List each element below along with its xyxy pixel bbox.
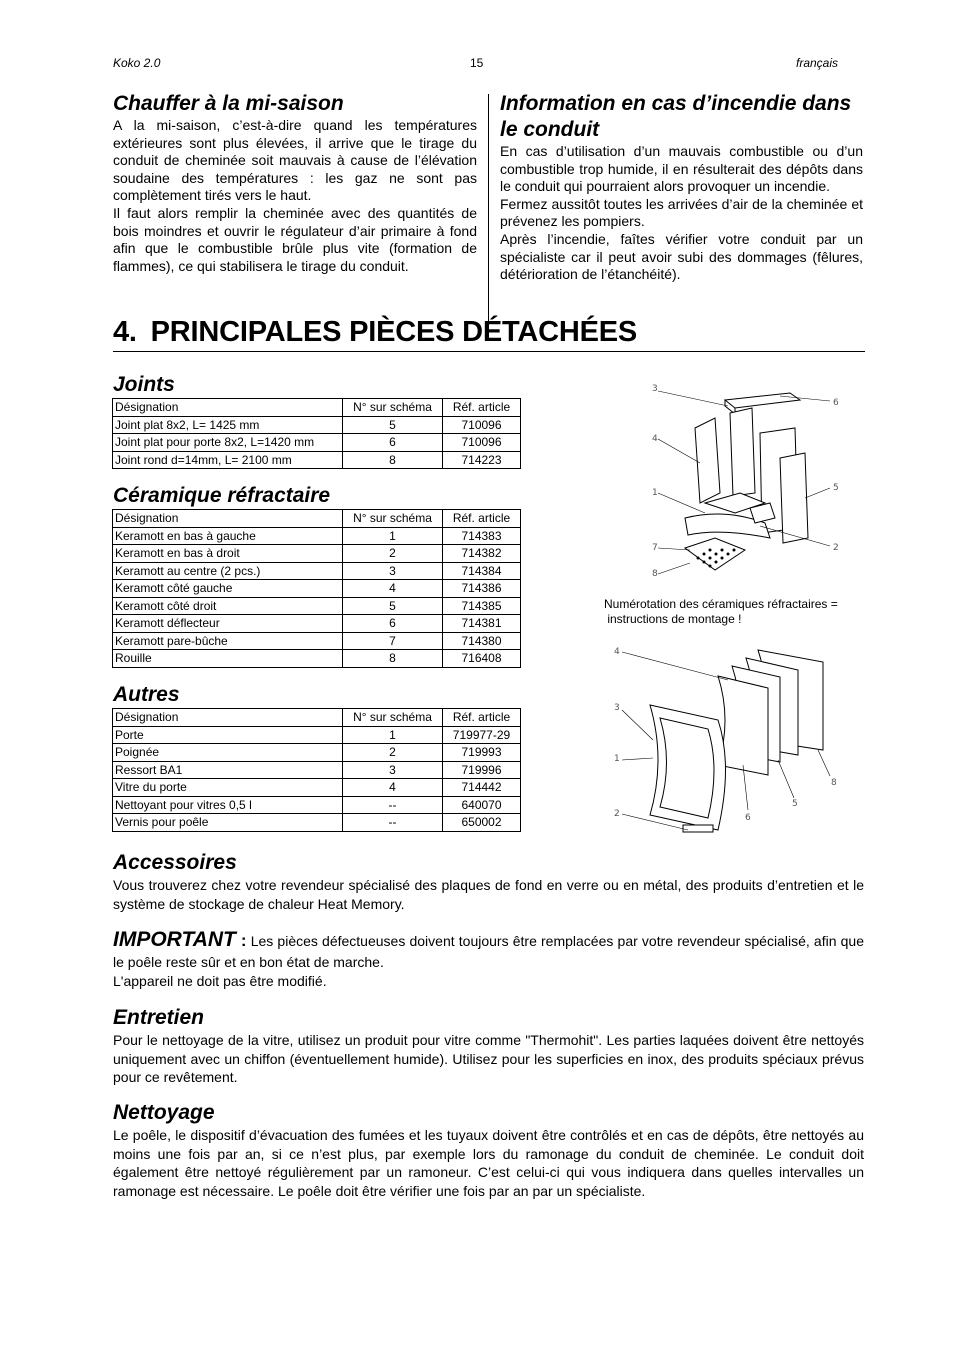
- diagram-label: 3: [614, 703, 620, 713]
- table-row: [113, 744, 521, 762]
- autres-table: [112, 708, 521, 832]
- table-header-cell: Désignation: [113, 399, 343, 417]
- diagram-label: 2: [833, 543, 839, 553]
- table-cell: --: [343, 796, 443, 814]
- table-cell: 719977-29: [443, 726, 521, 744]
- table-header-row: [113, 709, 521, 727]
- table-cell: 650002: [443, 814, 521, 832]
- table-header-cell: Désignation: [113, 510, 343, 528]
- header-left: Koko 2.0: [113, 56, 161, 70]
- table-cell: 5: [343, 597, 443, 615]
- diagram-label: 8: [831, 778, 837, 788]
- table-row: [113, 416, 521, 434]
- diagram-label: 7: [652, 543, 658, 553]
- table-cell: 3: [343, 562, 443, 580]
- table-cell: 2: [343, 545, 443, 563]
- table-header-cell: Désignation: [113, 709, 343, 727]
- table-row: [113, 527, 521, 545]
- table-cell: 640070: [443, 796, 521, 814]
- table-header-row: [113, 399, 521, 417]
- door-diagram: [608, 640, 843, 845]
- table-cell: 6: [343, 434, 443, 452]
- table-cell: 7: [343, 632, 443, 650]
- table-cell: 714380: [443, 632, 521, 650]
- paragraph: Il faut alors remplir la cheminée avec des quantités de bois moindres et ouvrir le régulateur d’air primaire à fond afin que le combustible brûle plus vite (formation de flammes), ce qui stabilisera le tirage du conduit.: [113, 204, 477, 274]
- important-section: [113, 927, 864, 990]
- table-cell: Keramott en bas à droit: [113, 545, 343, 563]
- table-row: [113, 761, 521, 779]
- diagram-label: 6: [745, 813, 751, 823]
- table-cell: Ressort BA1: [113, 761, 343, 779]
- left-column: [113, 91, 477, 275]
- table-row: [113, 779, 521, 797]
- chapter-title: PRINCIPALES PIÈCES DÉTACHÉES: [150, 316, 638, 348]
- table-cell: Porte: [113, 726, 343, 744]
- table-row: [113, 814, 521, 832]
- table-row: [113, 650, 521, 668]
- table-cell: 3: [343, 761, 443, 779]
- table-cell: Joint plat 8x2, L= 1425 mm: [113, 416, 343, 434]
- ceramics-diagram: [640, 378, 860, 583]
- accessoires-section: [113, 850, 864, 913]
- table-cell: 710096: [443, 434, 521, 452]
- autres-body: [113, 709, 521, 832]
- table-row: [113, 562, 521, 580]
- table-row: [113, 597, 521, 615]
- right-column: [500, 91, 863, 284]
- important-paragraph: [113, 927, 864, 972]
- table-cell: Keramott déflecteur: [113, 615, 343, 633]
- entretien-section: [113, 1005, 864, 1087]
- table-cell: 719993: [443, 744, 521, 762]
- table-cell: 714442: [443, 779, 521, 797]
- diagram-label: 5: [792, 799, 798, 809]
- nettoyage-section: [113, 1100, 864, 1200]
- table-row: [113, 580, 521, 598]
- paragraph: Vous trouverez chez votre revendeur spécialisé des plaques de fond en verre ou en métal, des produits d’entretien et le système de stockage de chaleur Heat Memory.: [113, 877, 864, 912]
- caption-line: instructions de montage !: [604, 612, 742, 626]
- diagram-label: 3: [652, 384, 658, 394]
- table-cell: Joint plat pour porte 8x2, L=1420 mm: [113, 434, 343, 452]
- paragraph: L'appareil ne doit pas être modifié.: [113, 972, 327, 989]
- table-cell: 714382: [443, 545, 521, 563]
- ceramique-title: Céramique réfractaire: [113, 484, 331, 507]
- table-cell: 714385: [443, 597, 521, 615]
- header-language: français: [796, 56, 839, 70]
- table-header-cell: Réf. article: [443, 510, 521, 528]
- table-header-cell: N° sur schéma: [343, 510, 443, 528]
- table-row: [113, 434, 521, 452]
- table-cell: 714386: [443, 580, 521, 598]
- diagram-label: 8: [652, 569, 658, 579]
- table-cell: 2: [343, 744, 443, 762]
- section-title: Chauffer à la mi-saison: [113, 92, 344, 115]
- table-cell: Keramott pare-bûche: [113, 632, 343, 650]
- table-header-cell: N° sur schéma: [343, 709, 443, 727]
- chapter-heading: [113, 316, 865, 352]
- paragraph: En cas d’utilisation d’un mauvais combustible ou d’un combustible trop humide, il en résulterait des dépôts dans le conduit qui pourraient alors provoquer un incendie.: [500, 143, 863, 195]
- joints-body: [113, 399, 521, 469]
- section-title: Entretien: [113, 1006, 205, 1029]
- table-header-row: [113, 510, 521, 528]
- table-header-cell: Réf. article: [443, 399, 521, 417]
- table-cell: Keramott côté gauche: [113, 580, 343, 598]
- diagram-label: 2: [614, 809, 620, 819]
- table-row: [113, 632, 521, 650]
- table-cell: 4: [343, 779, 443, 797]
- diagram-label: 4: [614, 647, 620, 657]
- table-cell: Keramott côté droit: [113, 597, 343, 615]
- paragraph: A la mi-saison, c’est-à-dire quand les températures extérieures sont plus élevées, il arrive que le tirage du conduit de cheminée soit mauvais à cause de l’élévation soudaine des températures : les gaz ne sont pas complètement tirés vers le haut.: [113, 117, 477, 204]
- ceramique-body: [113, 510, 521, 668]
- paragraph: Le poêle, le dispositif d’évacuation des fumées et les tuyaux doivent être contrôlés et en cas de dépôts, être nettoyés au moins une fois par an, si ce n’est plus, par exemple lors du ramonage du conduit de cheminée. Le conduit doit également être nettoyé régulièrement par un ramoneur. C’est celui-ci qui vous indiquera dans quelles intervalles un ramonage est nécessaire. Le poêle doit être vérifier une fois par an par un spécialiste.: [113, 1127, 864, 1199]
- joints-table: [112, 398, 521, 469]
- diagram-label: 4: [652, 434, 658, 444]
- table-header-cell: Réf. article: [443, 709, 521, 727]
- paragraph: Après l’incendie, faîtes vérifier votre conduit par un spécialiste car il peut avoir subi des dommages (fêlures, détérioration de l’étanchéité).: [500, 230, 863, 283]
- table-cell: Keramott au centre (2 pcs.): [113, 562, 343, 580]
- table-cell: 1: [343, 527, 443, 545]
- table-cell: 716408: [443, 650, 521, 668]
- table-row: [113, 615, 521, 633]
- table-row: [113, 726, 521, 744]
- autres-title: Autres: [113, 683, 180, 706]
- table-cell: 719996: [443, 761, 521, 779]
- diagram-label: 5: [833, 483, 839, 493]
- table-cell: 5: [343, 416, 443, 434]
- table-row: [113, 796, 521, 814]
- paragraph: Pour le nettoyage de la vitre, utilisez un produit pour vitre comme "Thermohit". Les parties laquées doivent être nettoyés uniquement avec un chiffon (éventuellement humide). Utilisez pour les superficies en inox, des produits spéciaux prévus pour ce revêtement.: [113, 1032, 864, 1085]
- section-title: Information en cas d’incendie dans le conduit: [500, 92, 852, 141]
- table-cell: 710096: [443, 416, 521, 434]
- table-cell: 6: [343, 615, 443, 633]
- table-cell: 8: [343, 650, 443, 668]
- section-title: Accessoires: [113, 851, 237, 874]
- table-cell: Rouille: [113, 650, 343, 668]
- table-cell: Vernis pour poêle: [113, 814, 343, 832]
- page-number: 15: [470, 56, 484, 70]
- table-cell: 1: [343, 726, 443, 744]
- table-cell: Vitre du porte: [113, 779, 343, 797]
- diagram-label: 6: [833, 398, 839, 408]
- diagram-label: 1: [652, 488, 658, 498]
- table-cell: 8: [343, 451, 443, 469]
- table-cell: Keramott en bas à gauche: [113, 527, 343, 545]
- joints-title: Joints: [113, 373, 175, 396]
- table-row: [113, 451, 521, 469]
- chapter-number: 4.: [113, 316, 137, 348]
- table-cell: Poignée: [113, 744, 343, 762]
- ceramique-table: [112, 509, 521, 668]
- diagram-label: 1: [614, 754, 620, 764]
- section-title: Nettoyage: [113, 1101, 215, 1124]
- important-colon: :: [235, 931, 247, 950]
- table-row: [113, 545, 521, 563]
- table-cell: 714223: [443, 451, 521, 469]
- diagram-caption: [604, 597, 838, 627]
- table-cell: 714381: [443, 615, 521, 633]
- table-header-cell: N° sur schéma: [343, 399, 443, 417]
- table-cell: 714383: [443, 527, 521, 545]
- table-cell: 4: [343, 580, 443, 598]
- caption-line: Numérotation des céramiques réfractaires =: [604, 597, 838, 611]
- table-cell: 714384: [443, 562, 521, 580]
- paragraph: Fermez aussitôt toutes les arrivées d’air de la cheminée et prévenez les pompiers.: [500, 195, 863, 230]
- important-label: IMPORTANT: [113, 928, 236, 951]
- table-cell: --: [343, 814, 443, 832]
- table-cell: Nettoyant pour vitres 0,5 l: [113, 796, 343, 814]
- table-cell: Joint rond d=14mm, L= 2100 mm: [113, 451, 343, 469]
- column-divider: [488, 94, 489, 322]
- important-text: Les pièces défectueuses doivent toujours être remplacées par votre revendeur spécialisé, afin que le poêle reste sûr et en bon état de marche.: [113, 933, 864, 970]
